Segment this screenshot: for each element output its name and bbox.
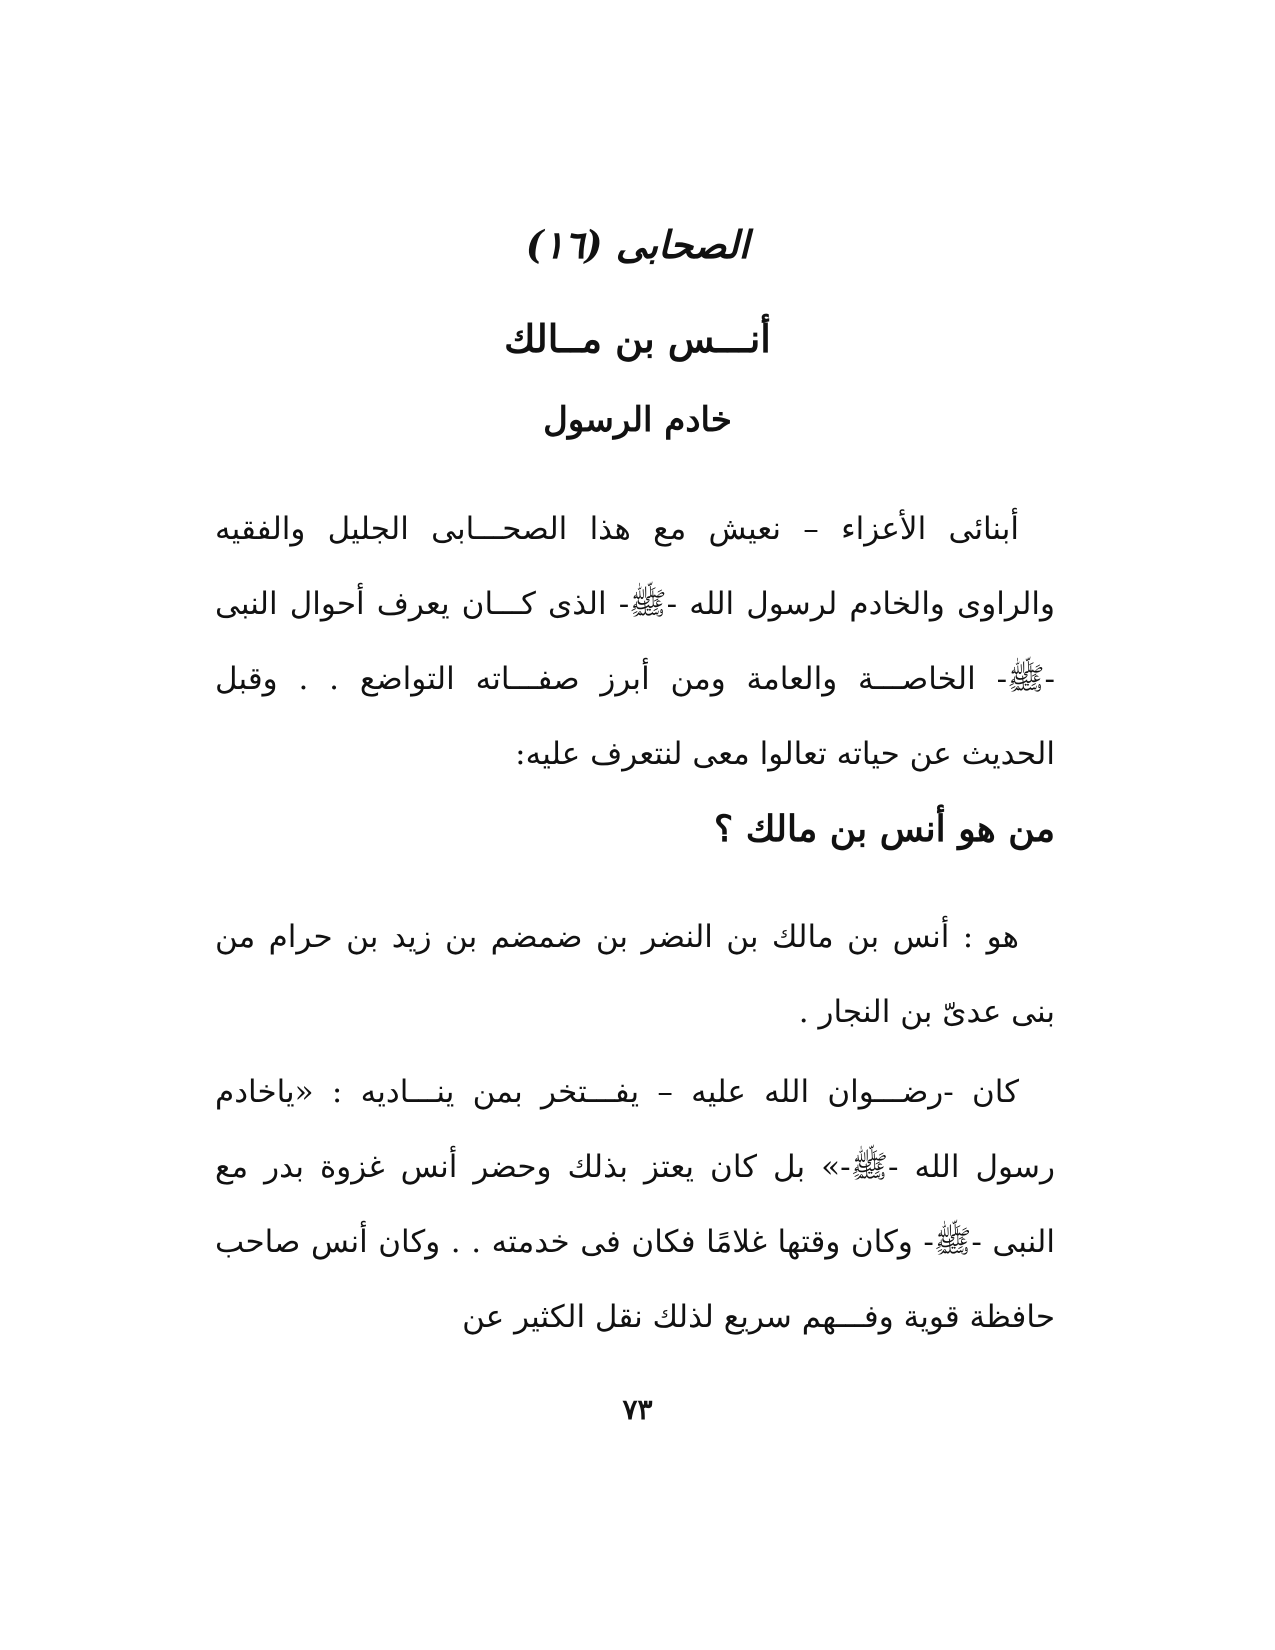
- identity-paragraph-text: هو : أنس بن مالك بن النضر بن ضمضم بن زيد بن حرام من بنى عدىّ بن النجار .: [215, 919, 1055, 1030]
- service-paragraph-text: كان -رضـــوان الله عليه – يفـــتخر بمن ينـــاديه : «ياخادم رسول الله -ﷺ-» بل كان يعتز بذلك وحضر أنس غزوة بدر مع النبى -ﷺ- وكان وقتها غلامًا فكان فى خدمته . . وكان أنس صاحب حافظة قوية وفـــهم سريع لذلك نقل الكثير عن: [215, 1074, 1055, 1335]
- service-paragraph: [215, 1055, 1055, 1355]
- intro-paragraph: [215, 492, 1055, 792]
- identity-paragraph: [215, 900, 1055, 1050]
- section-heading: من هو أنس بن مالك ؟: [714, 808, 1055, 850]
- chapter-title: الصحابى (١٦): [525, 222, 750, 267]
- page-number: ٧٣: [622, 1393, 653, 1426]
- intro-paragraph-text: أبنائى الأعزاء – نعيش مع هذا الصحـــابى الجليل والفقيه والراوى والخادم لرسول الله -ﷺ- الذى كـــان يعرف أحوال النبى -ﷺ- الخاصـــة والعامة ومن أبرز صفـــاته التواضع . . وقبل الحديث عن حياته تعالوا معى لنتعرف عليه:: [215, 511, 1055, 772]
- chapter-subtitle: خادم الرسول: [543, 400, 732, 440]
- companion-name: أنـــس بن مــالك: [504, 316, 771, 361]
